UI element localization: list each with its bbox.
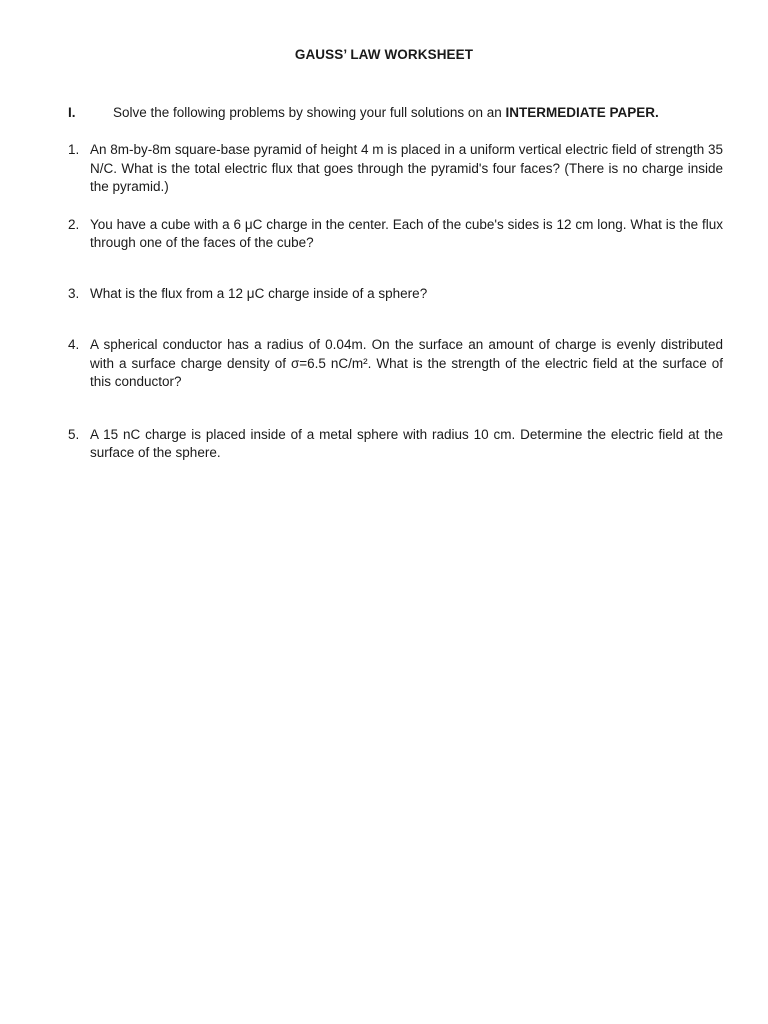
problem-number: 4. (68, 337, 80, 352)
problem-number: 2. (68, 216, 80, 232)
instruction-emphasis: INTERMEDIATE PAPER. (505, 105, 659, 120)
problem-item (68, 216, 723, 253)
problem-list (68, 141, 723, 463)
problem-number: 1. (68, 142, 80, 157)
problem-text: You have a cube with a 6 μC charge in the center. Each of the cube's sides is 12 cm long. What is the flux through one of the faces of the cube? (90, 216, 723, 250)
worksheet-title: GAUSS’ LAW WORKSHEET (294, 47, 474, 62)
problem-number: 3. (68, 285, 80, 301)
problem-number: 5. (68, 426, 80, 442)
problem-item (68, 285, 723, 304)
problem-item (68, 336, 723, 392)
problem-text: A spherical conductor has a radius of 0.04m. On the surface an amount of charge is evenly distributed with a surface charge density of σ=6.5 nC/m². What is the strength of the electric field at the surface of this conductor? (90, 337, 723, 389)
instruction-text (113, 104, 659, 122)
section-numeral: I. (68, 105, 76, 120)
problem-text: An 8m-by-8m square-base pyramid of height 4 m is placed in a uniform vertical electric field of strength 35 N/C. What is the total electric flux that goes through the pyramid's four faces? (There is no charge inside the pyramid.) (90, 142, 723, 194)
problem-text: What is the flux from a 12 μC charge inside of a sphere? (90, 285, 428, 301)
problem-text: A 15 nC charge is placed inside of a metal sphere with radius 10 cm. Determine the electric field at the surface of the sphere. (90, 426, 723, 460)
problem-item (68, 426, 723, 463)
instruction-plain: Solve the following problems by showing your full solutions on an (113, 105, 506, 120)
problem-item (68, 141, 723, 197)
